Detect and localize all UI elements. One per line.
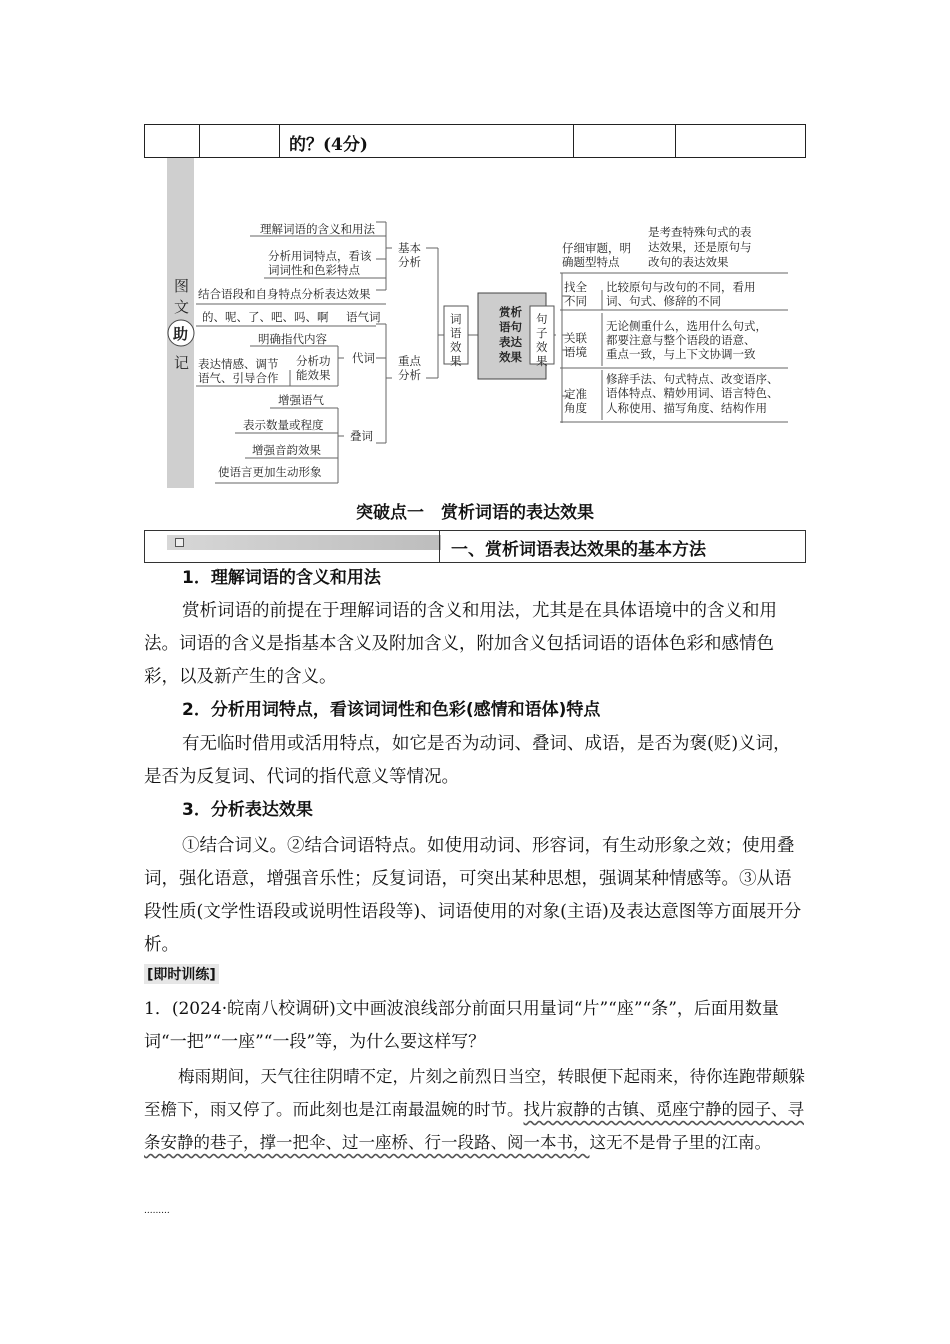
svg-text:语境: 语境	[564, 345, 587, 359]
svg-text:分析: 分析	[398, 255, 421, 269]
svg-text:仔细审题，明: 仔细审题，明	[562, 241, 631, 255]
paragraph-2: 有无临时借用或活用特点，如它是否为动词、叠词、成语，是否为褒(贬)义词，是否为反复词、代词的指代意义等情况。	[144, 734, 791, 787]
svg-text:语气、引导合作: 语气、引导合作	[198, 371, 279, 385]
paragraph-1: 赏析词语的前提在于理解词语的含义和用法，尤其是在具体语境中的含义和用法。词语的含义是指基本含义及附加含义，附加含义包括词语的语体色彩和感情色彩，以及新产生的含义。	[144, 601, 777, 687]
svg-text:分析: 分析	[398, 368, 421, 382]
svg-text:重点一致，与上下文协调一致: 重点一致，与上下文协调一致	[606, 347, 756, 361]
heading-3: 3．分析表达效果	[182, 800, 313, 820]
svg-text:找全: 找全	[564, 280, 587, 294]
svg-text:赏析: 赏析	[499, 305, 522, 319]
svg-text:效: 效	[536, 340, 548, 354]
passage	[144, 1060, 806, 1159]
sentence-effect-box	[536, 312, 548, 368]
svg-text:语句: 语句	[499, 320, 522, 334]
banner-title: 一、赏析词语表达效果的基本方法	[451, 540, 706, 560]
svg-text:分析用词特点，看该: 分析用词特点，看该	[268, 249, 372, 263]
section-title: 突破点一 赏析词语的表达效果	[356, 503, 594, 523]
svg-text:语气词: 语气词	[346, 310, 381, 324]
svg-text:能效果: 能效果	[296, 368, 331, 382]
top-table-fragment	[144, 124, 806, 158]
svg-text:改句的表达效果: 改句的表达效果	[648, 255, 729, 269]
footer-dots: .........	[144, 1206, 170, 1216]
svg-text:叠词: 叠词	[350, 429, 373, 443]
banner-stripe	[167, 535, 441, 550]
svg-text:增强音韵效果: 增强音韵效果	[252, 443, 321, 457]
passage-part-c: 这无不是骨子里的江南。	[589, 1133, 771, 1152]
mind-map	[140, 158, 810, 488]
svg-text:代词: 代词	[352, 351, 375, 365]
heading-2: 2．分析用词特点，看该词词性和色彩(感情和语体)特点	[182, 700, 601, 720]
svg-text:文: 文	[174, 298, 190, 316]
svg-text:语: 语	[450, 326, 462, 340]
svg-text:词词性和色彩特点: 词词性和色彩特点	[268, 263, 360, 277]
svg-text:无论侧重什么，选用什么句式，: 无论侧重什么，选用什么句式，	[606, 319, 767, 333]
training-tag: [即时训练]	[144, 964, 219, 984]
svg-text:比较原句与改句的不同，看用: 比较原句与改句的不同，看用	[606, 280, 756, 294]
method-banner	[144, 530, 806, 563]
heading-1: 1．理解词语的含义和用法	[182, 568, 381, 588]
svg-text:分析功: 分析功	[296, 354, 331, 368]
svg-text:词、句式、修辞的不同: 词、句式、修辞的不同	[606, 294, 721, 308]
key-analysis-label	[398, 354, 421, 382]
svg-text:定准: 定准	[564, 387, 587, 401]
svg-text:不同: 不同	[564, 294, 587, 308]
svg-text:表达情感、调节: 表达情感、调节	[198, 357, 279, 371]
svg-text:词: 词	[450, 312, 462, 326]
center-box	[499, 305, 522, 364]
svg-text:达效果，还是原句与: 达效果，还是原句与	[648, 240, 752, 254]
svg-text:都要注意与整个语段的语意、: 都要注意与整个语段的语意、	[606, 333, 756, 347]
svg-text:果: 果	[450, 354, 462, 368]
svg-text:图: 图	[174, 277, 190, 295]
svg-text:语体特点、精妙用词、语言特色、: 语体特点、精妙用词、语言特色、	[606, 386, 779, 400]
question-1: 1．(2024·皖南八校调研)文中画波浪线部分前面只用量词“片”“座”“条”，后面用数量词“一把”“一座”“一段”等，为什么要这样写？	[144, 999, 779, 1052]
svg-text:子: 子	[536, 326, 548, 340]
paragraph-3: ①结合词义。②结合词语特点。如使用动词、形容词，有生动形象之效；使用叠词，强化语意，增强音乐性；反复词语，可突出某种思想，强调某种情感等。③从语段性质(文学性语段或说明性语段等)、词语使用的对象(主语)及表达意图等方面展开分析。	[144, 836, 802, 955]
svg-text:的、呢、了、吧、吗、啊: 的、呢、了、吧、吗、啊	[202, 310, 329, 324]
svg-text:理解词语的含义和用法: 理解词语的含义和用法	[260, 222, 375, 236]
svg-text:句: 句	[536, 312, 548, 326]
svg-text:结合语段和自身特点分析表达效果: 结合语段和自身特点分析表达效果	[198, 287, 371, 301]
passage-part-a: 梅雨期间，天气往往阴晴不定，片刻之前烈日当空，转眼便下起雨来，待你连跑带颠躲至檐下，雨又停了。而此刻也是江南最温婉的时节。	[144, 1067, 805, 1119]
word-effect-box	[450, 312, 462, 368]
svg-text:增强语气: 增强语气	[278, 393, 324, 407]
table-cell-text: 的？(4分)	[289, 135, 368, 155]
svg-text:人称使用、描写角度、结构作用: 人称使用、描写角度、结构作用	[606, 401, 767, 415]
svg-text:效果: 效果	[499, 350, 522, 364]
wavy-underlined-text: 找片寂静的古镇、觅座宁静的园子、寻条安静的巷子，撑一把伞、过一座桥、行一段路、阅一本书，	[144, 1100, 804, 1152]
basic-analysis-label	[398, 241, 421, 269]
svg-text:效: 效	[450, 340, 462, 354]
svg-text:表达: 表达	[499, 335, 522, 349]
svg-text:是考查特殊句式的表: 是考查特殊句式的表	[648, 225, 752, 239]
svg-text:关联: 关联	[564, 331, 587, 345]
svg-text:果: 果	[536, 354, 548, 368]
svg-text:明确指代内容: 明确指代内容	[258, 332, 327, 346]
play-icon	[175, 538, 184, 547]
svg-text:记: 记	[174, 354, 190, 372]
svg-text:角度: 角度	[564, 401, 587, 415]
svg-text:表示数量或程度: 表示数量或程度	[243, 418, 324, 432]
svg-text:确题型特点: 确题型特点	[562, 255, 620, 269]
svg-text:重点: 重点	[398, 354, 421, 368]
svg-text:使语言更加生动形象: 使语言更加生动形象	[218, 465, 322, 479]
svg-text:助: 助	[173, 325, 189, 343]
svg-text:基本: 基本	[398, 241, 421, 255]
svg-text:修辞手法、句式特点、改变语序、: 修辞手法、句式特点、改变语序、	[606, 372, 779, 386]
